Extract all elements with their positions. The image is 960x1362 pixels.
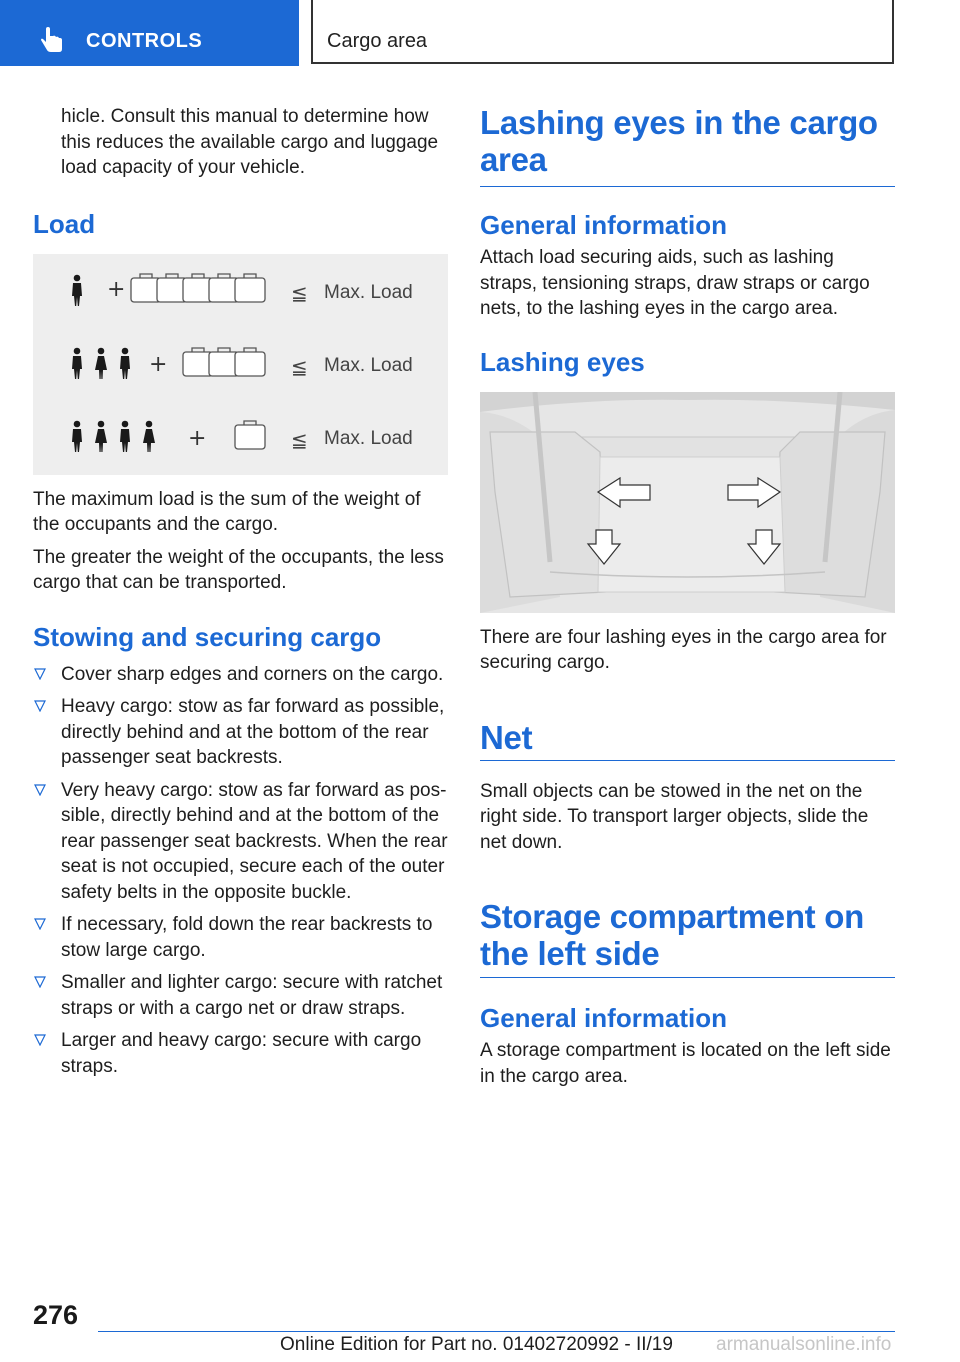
list-item-text: If necessary, fold down the rear backrests to stow large cargo.: [61, 914, 433, 961]
list-item: [33, 970, 448, 1021]
figure-row-2: [72, 347, 413, 378]
general-info-heading: General information: [480, 210, 728, 240]
max-load-label-1: Max. Load: [324, 281, 413, 303]
svg-text:≦: ≦: [291, 280, 308, 305]
max-load-label-3: Max. Load: [324, 427, 413, 449]
figure-row-1: [72, 274, 413, 306]
list-item-text: Heavy cargo: stow as far forward as possible, directly behind and at the bottom of the rear passenger seat backrests.: [61, 696, 445, 768]
page-number: 276: [33, 1300, 79, 1330]
storage-info-heading: General information: [480, 1003, 728, 1033]
list-item: [33, 912, 448, 963]
figure-row-3: [72, 420, 413, 451]
load-diagram: [33, 254, 448, 475]
left-column: [33, 100, 448, 1086]
general-info-text: Attach load securing aids, such as lashing straps, tensioning straps, draw straps or cargo nets, to the lashing eyes in the cargo area.: [480, 247, 870, 319]
list-item: [33, 1028, 448, 1079]
load-figure: [33, 254, 448, 475]
heading-divider: [480, 977, 895, 978]
right-column: [480, 100, 895, 1089]
triangle-bullet-icon: [34, 700, 46, 712]
triangle-bullet-icon: [34, 784, 46, 796]
svg-text:+: +: [107, 276, 126, 302]
load-paragraph-2: The greater the weight of the occupants, the less cargo that can be transported.: [33, 546, 444, 593]
svg-text:≦: ≦: [291, 427, 308, 452]
section-label: CONTROLS: [86, 30, 203, 52]
list-item-text: Smaller and lighter cargo: secure with ratchet straps or with a cargo net or draw straps.: [61, 972, 443, 1019]
footer-divider: [98, 1331, 895, 1332]
stowing-list: [33, 662, 448, 1080]
load-paragraph-1: The maximum load is the sum of the weight of the occupants and the cargo.: [33, 488, 421, 535]
page-header: [311, 0, 894, 64]
svg-text:+: +: [188, 425, 207, 451]
page-title: Cargo area: [327, 30, 428, 52]
list-item-text: Cover sharp edges and corners on the cargo.: [61, 663, 444, 685]
lashing-eyes-text: There are four lashing eyes in the cargo area for securing cargo.: [480, 626, 887, 673]
net-text: Small objects can be stowed in the net on the right side. To transport larger objects, slide the net down.: [480, 780, 869, 853]
max-load-label-2: Max. Load: [324, 354, 413, 376]
edition-text: Online Edition for Part no. 01402720992 - II/19: [280, 1334, 673, 1355]
list-item-text: Larger and heavy cargo: secure with cargo straps.: [61, 1030, 422, 1077]
watermark: armanualsonline.info: [716, 1334, 892, 1355]
storage-heading: Storage compartment on the left side: [480, 898, 864, 972]
stowing-heading: Stowing and securing cargo: [33, 621, 382, 652]
list-item: [33, 778, 448, 906]
triangle-bullet-icon: [34, 668, 46, 680]
list-item: [33, 662, 448, 688]
list-item: [33, 694, 448, 771]
triangle-bullet-icon: [34, 918, 46, 930]
triangle-bullet-icon: [34, 976, 46, 988]
pointing-hand-icon: [38, 26, 68, 56]
storage-info-text: A storage compartment is located on the left side in the cargo area.: [480, 1040, 891, 1087]
net-heading: Net: [480, 718, 533, 756]
lashing-heading: Lashing eyes in the cargo area: [480, 104, 878, 178]
heading-divider: [480, 760, 895, 761]
load-heading: Load: [33, 208, 96, 239]
section-tab: [0, 0, 299, 66]
cargo-area-illustration: [480, 392, 895, 613]
list-item-text: Very heavy cargo: stow as far forward as possible, directly behind and at the bottom of the rear passenger seat backrests. When the rear seat is not occupied, secure each of the outer safety belts in the opposite buckle.: [61, 779, 448, 903]
triangle-bullet-icon: [34, 1034, 46, 1046]
svg-text:≦: ≦: [291, 354, 308, 379]
cargo-area-photo: [480, 392, 895, 613]
intro-text: hicle. Consult this manual to determine how this reduces the available cargo and luggage load capacity of your vehicle.: [61, 106, 439, 178]
lashing-eyes-heading: Lashing eyes: [480, 346, 645, 377]
heading-divider: [480, 186, 895, 187]
svg-text:+: +: [149, 351, 168, 377]
